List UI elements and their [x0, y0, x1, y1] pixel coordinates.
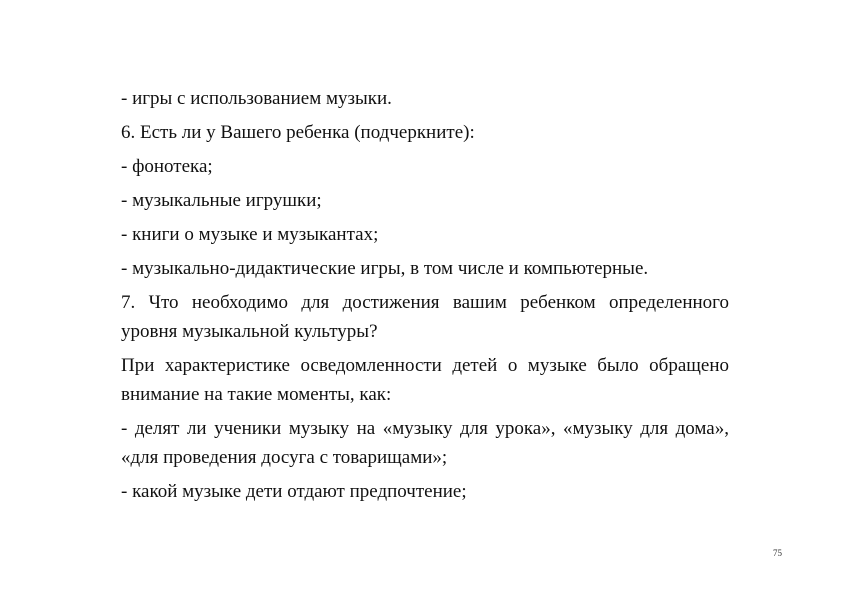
page-number: 75 — [773, 548, 782, 558]
paragraph-books: - книги о музыке и музыкантах; — [121, 224, 379, 245]
paragraph-preference: - какой музыке дети отдают предпочтение; — [121, 481, 467, 502]
paragraph-musical-toys: - музыкальные игрушки; — [121, 190, 322, 211]
paragraph-question-7: 7. Что необходимо для достижения вашим ребенком определенного уровня музыкальной культуры? — [121, 292, 729, 342]
paragraph-awareness: При характеристике осведомленности детей о музыке было обращено внимание на такие моменты, как: — [121, 355, 729, 405]
paragraph-games-with-music: - игры с использованием музыки. — [121, 88, 392, 109]
paragraph-phonoteka: - фонотека; — [121, 156, 213, 177]
paragraph-question-6: 6. Есть ли у Вашего ребенка (подчеркните): — [121, 122, 475, 143]
paragraph-music-division: - делят ли ученики музыку на «музыку для урока», «музыку для дома», «для проведения досуга с товарищами»; — [121, 418, 729, 468]
paragraph-didactic-games: - музыкально-дидактические игры, в том числе и компьютерные. — [121, 258, 649, 279]
body-text — [121, 84, 729, 511]
